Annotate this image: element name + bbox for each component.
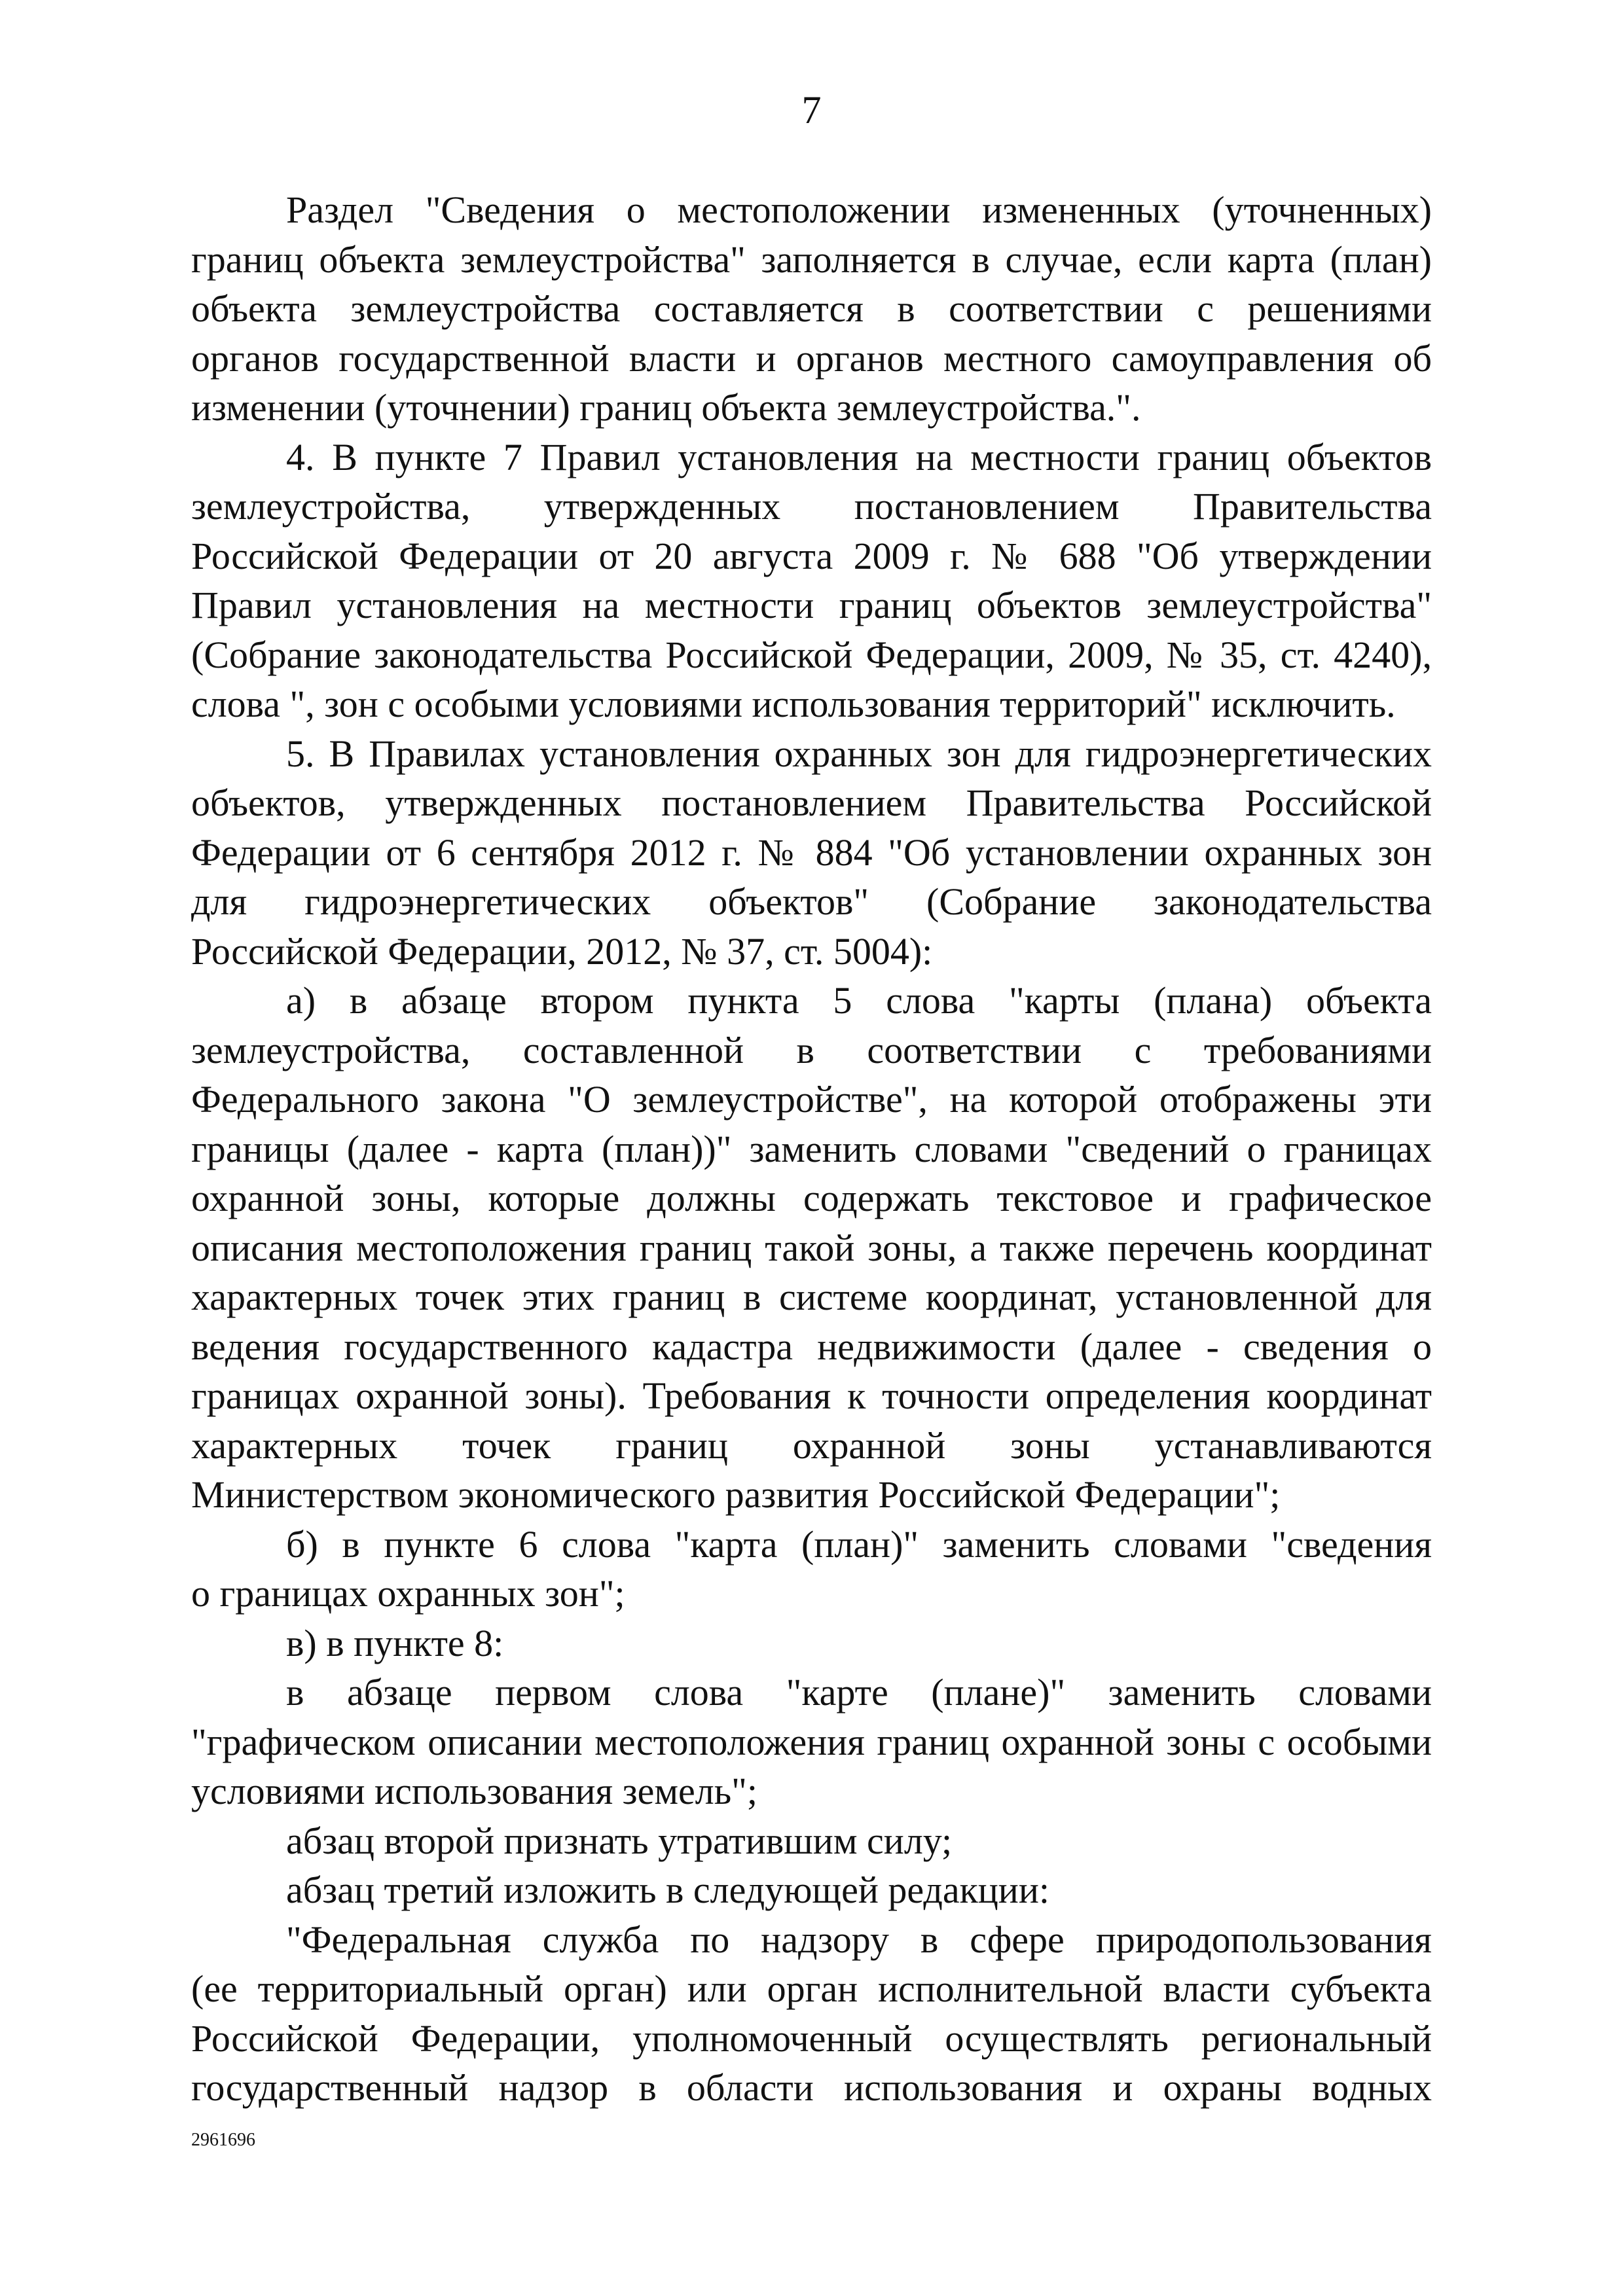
text-line: ведения государственного кадастра недвижимости (далее - сведения о xyxy=(191,1325,1432,1368)
text-line: Российской Федерации от 20 августа 2009 г. № 688 "Об утверждении xyxy=(191,534,1432,577)
text-line: охранной зоны, которые должны содержать текстовое и графическое xyxy=(191,1177,1432,1219)
text-line: Российской Федерации, 2012, № 37, ст. 5004): xyxy=(191,929,933,973)
text-line: землеустройства, утвержденных постановлением Правительства xyxy=(191,485,1432,528)
text-line: 5. В Правилах установления охранных зон для гидроэнергетических xyxy=(286,732,1432,775)
text-line: Федерального закона "О землеустройстве", на которой отображены эти xyxy=(191,1078,1432,1121)
text-line: Российской Федерации, уполномоченный осуществлять региональный xyxy=(191,2017,1432,2060)
text-line: "графическом описании местоположения границ охранной зоны с особыми xyxy=(191,1720,1432,1763)
text-line: границах охранной зоны). Требования к точности определения координат xyxy=(191,1374,1432,1417)
text-line: границ объекта землеустройства" заполняется в случае, если карта (план) xyxy=(191,238,1432,281)
text-line: в) в пункте 8: xyxy=(286,1621,504,1664)
text-line: (ее территориальный орган) или орган исполнительной власти субъекта xyxy=(191,1967,1432,2010)
document-code: 2961696 xyxy=(191,2130,255,2150)
text-line: объекта землеустройства составляется в соответствии с решениями xyxy=(191,287,1432,330)
text-line: Правил установления на местности границ объектов землеустройства" xyxy=(191,584,1432,626)
text-line: органов государственной власти и органов местного самоуправления об xyxy=(191,336,1432,380)
text-line: характерных точек этих границ в системе координат, установленной для xyxy=(191,1276,1432,1318)
text-line: 4. В пункте 7 Правил установления на местности границ объектов xyxy=(286,435,1432,478)
text-line: описания местоположения границ такой зоны, а также перечень координат xyxy=(191,1226,1432,1269)
paragraph-subitem-v-paragraph-1 xyxy=(191,1668,1432,1816)
paragraph-new-wording-quote xyxy=(191,1915,1432,2113)
paragraph-subitem-v xyxy=(191,1619,1432,1668)
text-line: Федерации от 6 сентября 2012 г. № 884 "Об установлении охранных зон xyxy=(191,831,1432,874)
text-line: объектов, утвержденных постановлением Правительства Российской xyxy=(191,781,1432,824)
text-line: в абзаце первом слова "карте (плане)" заменить словами xyxy=(286,1671,1432,1713)
text-line: характерных точек границ охранной зоны устанавливаются xyxy=(191,1424,1432,1467)
paragraph-subitem-a xyxy=(191,976,1432,1520)
text-line: о границах охранных зон"; xyxy=(191,1572,625,1615)
text-line: границы (далее - карта (план))" заменить словами "сведений о границах xyxy=(191,1127,1432,1170)
text-line: "Федеральная служба по надзору в сфере природопользования xyxy=(286,1918,1432,1961)
text-line: абзац третий изложить в следующей редакции: xyxy=(286,1869,1050,1911)
text-line: Министерством экономического развития Российской Федерации"; xyxy=(191,1473,1281,1516)
text-line: условиями использования земель"; xyxy=(191,1770,757,1812)
text-line: землеустройства, составленной в соответствии с требованиями xyxy=(191,1028,1432,1071)
paragraph-subitem-v-paragraph-2 xyxy=(191,1816,1432,1866)
paragraph-item-4 xyxy=(191,433,1432,729)
page-number: 7 xyxy=(801,88,822,132)
document-body xyxy=(191,185,1432,2113)
text-line: государственный надзор в области использования и охраны водных xyxy=(191,2066,1432,2109)
paragraph-section-location-changed-borders xyxy=(191,185,1432,433)
text-line: слова ", зон с особыми условиями использования территорий" исключить. xyxy=(191,683,1396,725)
text-line: б) в пункте 6 слова "карта (план)" заменить словами "сведения xyxy=(286,1522,1432,1566)
text-line: изменении (уточнении) границ объекта землеустройства.". xyxy=(191,386,1141,429)
text-line: а) в абзаце втором пункта 5 слова "карты (плана) объекта xyxy=(286,979,1432,1022)
paragraph-subitem-v-paragraph-3 xyxy=(191,1865,1432,1915)
text-line: Раздел "Сведения о местоположении измененных (уточненных) xyxy=(286,188,1432,231)
text-line: (Собрание законодательства Российской Федерации, 2009, № 35, ст. 4240), xyxy=(191,633,1432,676)
text-line: для гидроэнергетических объектов" (Собрание законодательства xyxy=(191,880,1432,923)
paragraph-item-5 xyxy=(191,729,1432,977)
paragraph-subitem-b xyxy=(191,1520,1432,1619)
text-line: абзац второй признать утратившим силу; xyxy=(286,1819,953,1862)
